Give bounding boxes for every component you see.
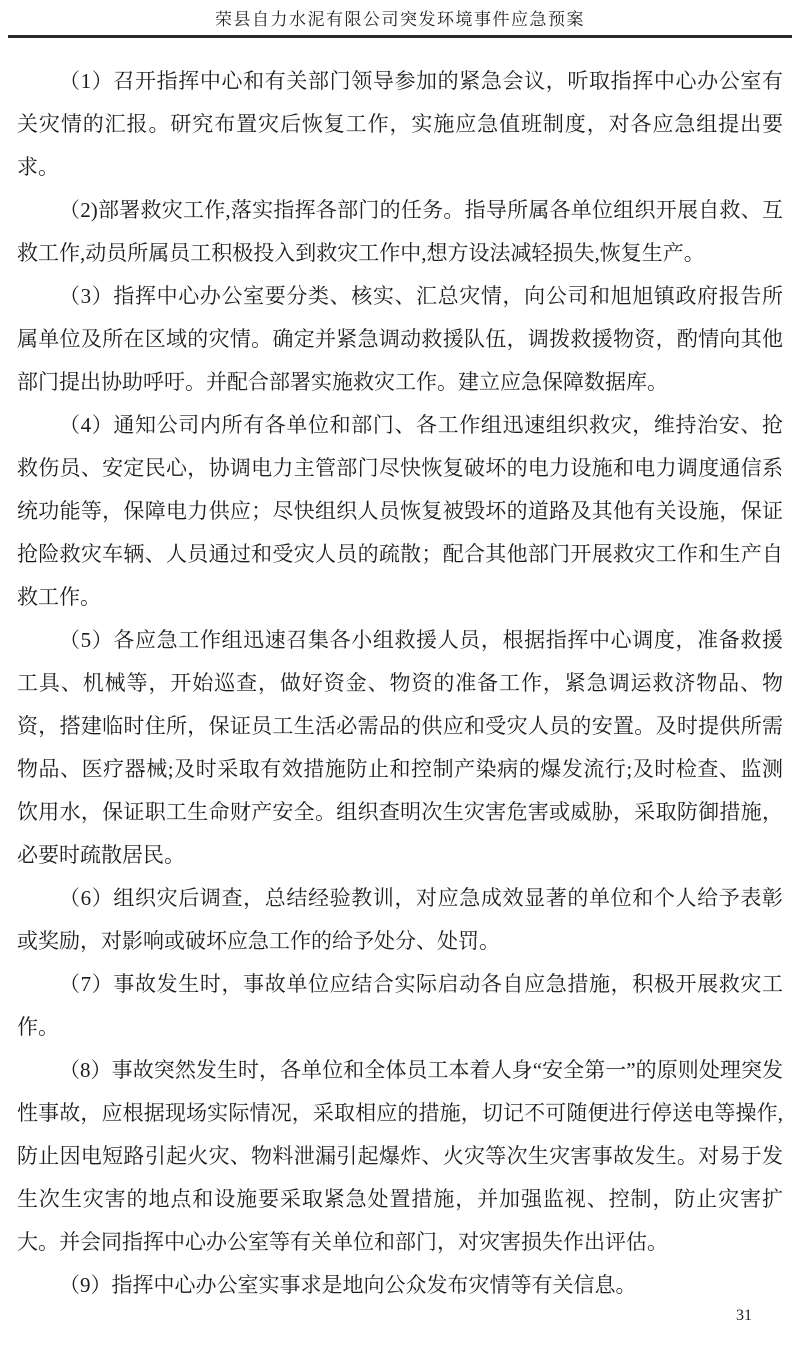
page-number: 31 bbox=[736, 1307, 752, 1324]
page-header bbox=[8, 0, 792, 38]
paragraph-5: （5）各应急工作组迅速召集各小组救援人员，根据指挥中心调度，准备救援工具、机械等，开始巡查，做好资金、物资的准备工作，紧急调运救济物品、物资，搭建临时住所，保证员工生活必需品的供应和受灾人员的安置。及时提供所需物品、医疗器械;及时采取有效措施防止和控制产染病的爆发流行;及时检查、监测饮用水，保证职工生命财产安全。组织查明次生灾害危害或威胁，采取防御措施，必要时疏散居民。 bbox=[17, 628, 783, 867]
page-header-title: 荣县自力水泥有限公司突发环境事件应急预案 bbox=[215, 10, 585, 29]
paragraph-3: （3）指挥中心办公室要分类、核实、汇总灾情，向公司和旭旭镇政府报告所属单位及所在区域的灾情。确定并紧急调动救援队伍，调拨救援物资，酌情向其他部门提出协助呼吁。并配合部署实施救灾工作。建立应急保障数据库。 bbox=[17, 284, 783, 394]
paragraph-8: （8）事故突然发生时，各单位和全体员工本着人身“安全第一”的原则处理突发性事故，应根据现场实际情况，采取相应的措施，切记不可随便进行停送电等操作,防止因电短路引起火灾、物料泄漏引起爆炸、火灾等次生灾害事故发生。对易于发生次生灾害的地点和设施要采取紧急处置措施，并加强监视、控制，防止灾害扩大。并会同指挥中心办公室等有关单位和部门，对灾害损失作出评估。 bbox=[17, 1058, 783, 1254]
paragraph-9: （9）指挥中心办公室实事求是地向公众发布灾情等有关信息。 bbox=[59, 1273, 637, 1297]
paragraph-6: （6）组织灾后调查，总结经验教训，对应急成效显著的单位和个人给予表彰或奖励，对影响或破坏应急工作的给予处分、处罚。 bbox=[17, 886, 783, 953]
paragraph-1: （1）召开指挥中心和有关部门领导参加的紧急会议，听取指挥中心办公室有关灾情的汇报。研究布置灾后恢复工作，实施应急值班制度，对各应急组提出要求。 bbox=[17, 69, 783, 179]
paragraph-4: （4）通知公司内所有各单位和部门、各工作组迅速组织救灾，维持治安、抢救伤员、安定民心，协调电力主管部门尽快恢复破坏的电力设施和电力调度通信系统功能等，保障电力供应；尽快组织人员恢复被毁坏的道路及其他有关设施，保证抢险救灾车辆、人员通过和受灾人员的疏散；配合其他部门开展救灾工作和生产自救工作。 bbox=[17, 413, 783, 609]
paragraph-7: （7）事故发生时，事故单位应结合实际启动各自应急措施，积极开展救灾工作。 bbox=[17, 972, 783, 1039]
document-body bbox=[17, 60, 783, 1307]
paragraph-2: （2)部署救灾工作,落实指挥各部门的任务。指导所属各单位组织开展自救、互救工作,动员所属员工积极投入到救灾工作中,想方设法减轻损失,恢复生产。 bbox=[17, 198, 783, 265]
